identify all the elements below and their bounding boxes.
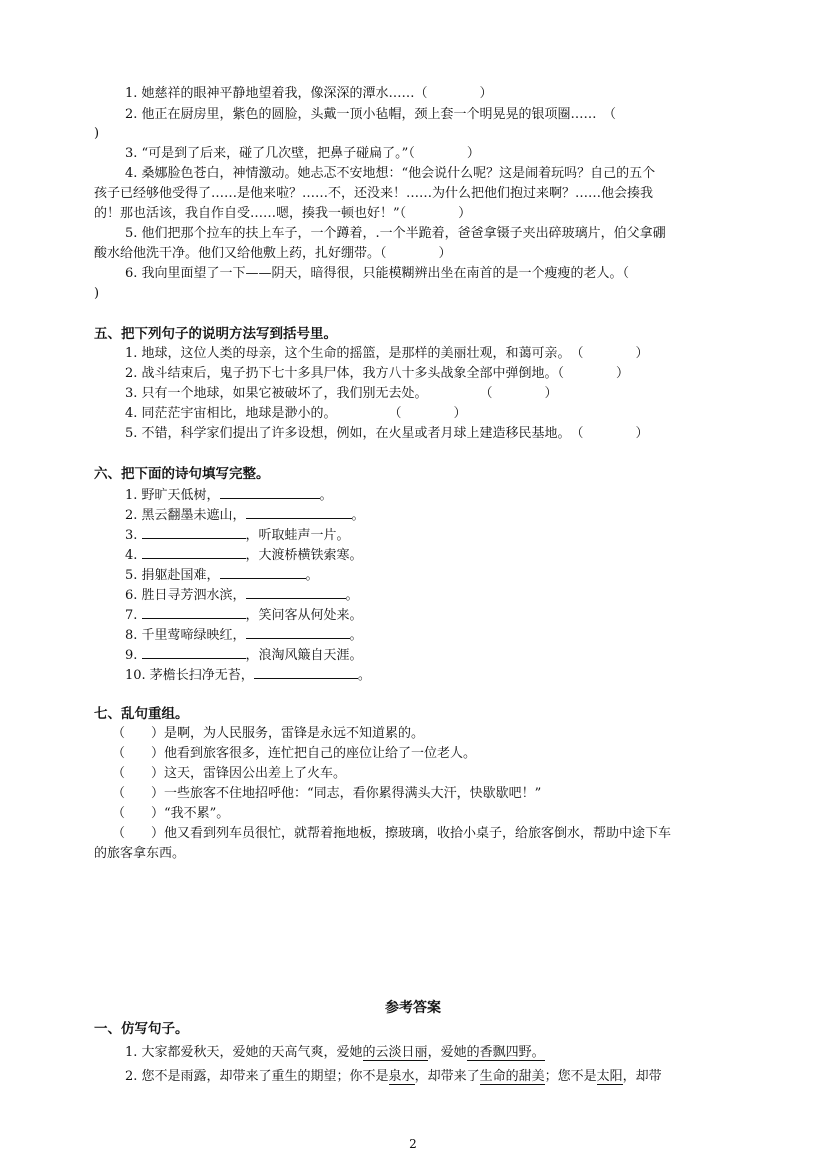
poem-line-5: 5. 捐躯赴国难， 。	[125, 568, 319, 583]
answer-blank[interactable]	[220, 486, 320, 499]
answer-blank[interactable]	[142, 606, 246, 619]
s4-item-5: 5. 他们把那个拉车的扶上车子，一个蹲着，.一个半跪着，爸爸拿镊子夹出碎玻璃片，伯父拿硼	[125, 226, 666, 241]
section-7-heading: 七、乱句重组。	[94, 706, 189, 722]
poem-line-7: 7. ，笑问客从何处来。	[125, 608, 363, 623]
s5-item-2: 2. 战斗结束后，鬼子扔下七十多具尸体，我方八十多头战象全部中弹倒地。（ ）	[125, 366, 630, 381]
s4-item-4-end: 的！那也活该，我自作自受……嗯，揍我一顿也好！”（ ）	[94, 206, 472, 221]
poem-line-10: 10. 茅檐长扫净无苔， 。	[125, 668, 371, 683]
s4-item-4: 4. 桑娜脸色苍白，神情激动。她忐忑不安地想：“他会说什么呢？这是闹着玩吗？自己的五个	[125, 166, 656, 181]
poem-line-4: 4. ，大渡桥横铁索寒。	[125, 548, 363, 563]
s4-item-5-cont: 酸水给他洗干净。他们又给他敷上药，扎好绷带。（ ）	[94, 246, 452, 261]
answer-blank[interactable]	[254, 666, 358, 679]
answer-blank[interactable]	[220, 566, 306, 579]
poem-line-3: 3. ，听取蛙声一片。	[125, 528, 350, 543]
s4-item-6: 6. 我向里面望了一下——阴天，暗得很，只能模糊辨出坐在南首的是一个瘦瘦的老人。（	[125, 266, 630, 281]
answer-blank[interactable]	[246, 586, 346, 599]
s5-item-4: 4. 同茫茫宇宙相比，地球是渺小的。 （ ）	[125, 406, 467, 421]
page-number: 2	[409, 1137, 417, 1151]
s5-item-5: 5. 不错，科学家们提出了许多设想，例如，在火星或者月球上建造移民基地。 （ ）	[125, 426, 649, 441]
s7-item-3: （ ）这天，雷锋因公出差上了火车。	[112, 766, 347, 781]
s4-item-4-cont: 孩子已经够他受得了……是他来啦？……不，还没来！……为什么把他们抱过来啊？……他会揍我	[94, 186, 654, 201]
s5-item-1: 1. 地球，这位人类的母亲，这个生命的摇篮，是那样的美丽壮观，和蔼可亲。 （ ）	[125, 346, 649, 361]
poem-line-9: 9. ，浪淘风簸自天涯。	[125, 648, 363, 663]
s7-item-1: （ ）是啊，为人民服务，雷锋是永远不知道累的。	[112, 726, 425, 741]
s7-item-5: （ ）“我不累”。	[112, 806, 230, 821]
answer-2: 2. 您不是雨露，却带来了重生的期望；你不是泉水，却带来了生命的甜美；您不是太阳，却带	[125, 1069, 662, 1084]
answer-1: 1. 大家都爱秋天，爱她的天高气爽，爱她的云淡日丽，爱她的香飘四野。	[125, 1045, 545, 1060]
answers-title: 参考答案	[385, 1000, 441, 1016]
section-6-heading: 六、把下面的诗句填写完整。	[94, 466, 270, 482]
s4-item-6-close: )	[94, 286, 100, 301]
s4-item-2: 2. 他正在厨房里，紫色的圆脸，头戴一顶小毡帽，颈上套一个明晃晃的银项圈…… （	[125, 107, 617, 122]
s4-item-3: 3. “可是到了后来，碰了几次壁，把鼻子碰扁了。”（ ）	[125, 146, 480, 161]
poem-line-1: 1. 野旷天低树， 。	[125, 488, 333, 503]
poem-line-8: 8. 千里莺啼绿映红， 。	[125, 628, 363, 643]
section-5-heading: 五、把下列句子的说明方法写到括号里。	[94, 326, 337, 342]
answer-blank[interactable]	[142, 646, 246, 659]
s7-item-4: （ ）一些旅客不住地招呼他：“同志，看你累得满头大汗，快歇歇吧！”	[112, 786, 542, 801]
answer-blank[interactable]	[142, 526, 246, 539]
answer-blank[interactable]	[246, 506, 352, 519]
s5-item-3: 3. 只有一个地球，如果它被破坏了，我们别无去处。 （ ）	[125, 386, 558, 401]
answer-blank[interactable]	[142, 546, 246, 559]
s4-item-2-close: )	[94, 126, 100, 141]
poem-line-6: 6. 胜日寻芳泗水滨， 。	[125, 588, 359, 603]
s4-item-1: 1. 她慈祥的眼神平静地望着我，像深深的潭水……（ ）	[125, 86, 493, 101]
answer-blank[interactable]	[246, 626, 350, 639]
s7-item-6-cont: 的旅客拿东西。	[94, 846, 186, 861]
s7-item-6: （ ）他又看到列车员很忙，就帮着拖地板，擦玻璃，收拾小桌子，给旅客倒水，帮助中途下车	[112, 826, 672, 841]
answers-heading: 一、仿写句子。	[94, 1021, 189, 1037]
s7-item-2: （ ）他看到旅客很多，连忙把自己的座位让给了一位老人。	[112, 746, 477, 761]
poem-line-2: 2. 黑云翻墨未遮山， 。	[125, 508, 365, 523]
